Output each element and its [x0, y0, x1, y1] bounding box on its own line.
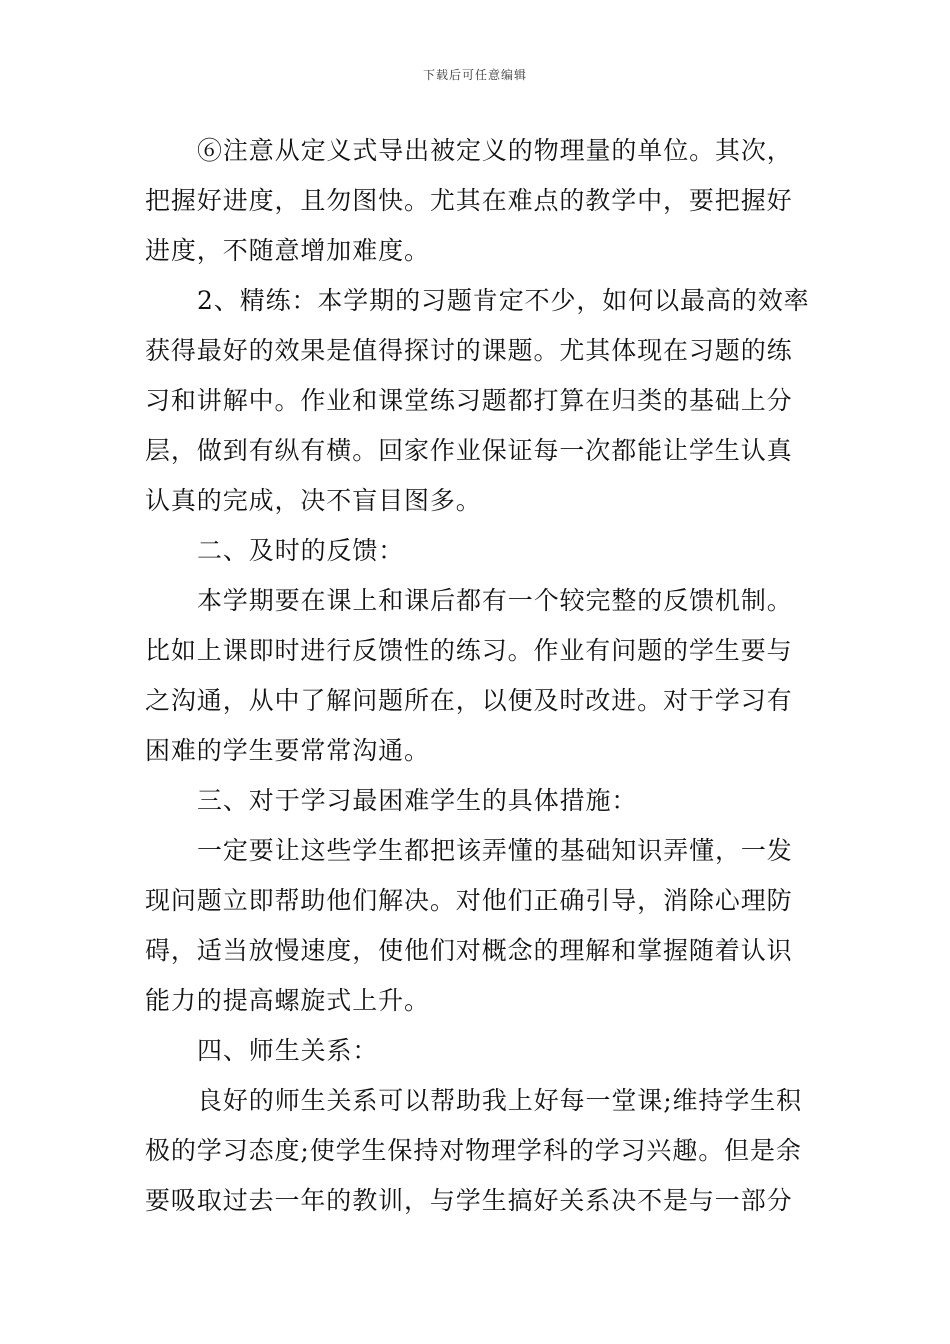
text-line: ⑥注意从定义式导出被定义的物理量的单位。其次， [197, 136, 793, 165]
section-heading: 二、及时的反馈： [197, 536, 405, 565]
text-line: 认真的完成，决不盲目图多。 [145, 486, 482, 515]
text-line: 2、精练：本学期的习题肯定不少，如何以最高的效率 [197, 286, 810, 315]
text-line: 现问题立即帮助他们解决。对他们正确引导，消除心理防 [145, 886, 793, 915]
text-line: 要吸取过去一年的教训，与学生搞好关系决不是与一部分 [145, 1186, 793, 1215]
text-line: 之沟通，从中了解问题所在，以便及时改进。对于学习有 [145, 686, 793, 715]
text-line: 获得最好的效果是值得探讨的课题。尤其体现在习题的练 [145, 336, 793, 365]
text-line: 层，做到有纵有横。回家作业保证每一次都能让学生认真 [145, 436, 793, 465]
document-body [145, 126, 810, 1226]
text-line: 能力的提高螺旋式上升。 [145, 986, 430, 1015]
text-line: 极的学习态度;使学生保持对物理学科的学习兴趣。但是余 [145, 1136, 802, 1165]
text-line: 进度，不随意增加难度。 [145, 236, 430, 265]
text-line: 本学期要在课上和课后都有一个较完整的反馈机制。 [197, 586, 793, 615]
page-header: 下载后可任意编辑 [422, 68, 527, 82]
text-line: 良好的师生关系可以帮助我上好每一堂课;维持学生积 [197, 1086, 803, 1115]
text-line: 习和讲解中。作业和课堂练习题都打算在归类的基础上分 [145, 386, 793, 415]
text-line: 比如上课即时进行反馈性的练习。作业有问题的学生要与 [145, 636, 793, 665]
text-line: 把握好进度，且勿图快。尤其在难点的教学中，要把握好 [145, 186, 793, 215]
section-heading: 三、对于学习最困难学生的具体措施： [197, 786, 638, 815]
text-line: 碍，适当放慢速度，使他们对概念的理解和掌握随着认识 [145, 936, 793, 965]
text-line: 困难的学生要常常沟通。 [145, 736, 430, 765]
text-line: 一定要让这些学生都把该弄懂的基础知识弄懂，一发 [197, 836, 793, 865]
section-heading: 四、师生关系： [197, 1036, 379, 1065]
